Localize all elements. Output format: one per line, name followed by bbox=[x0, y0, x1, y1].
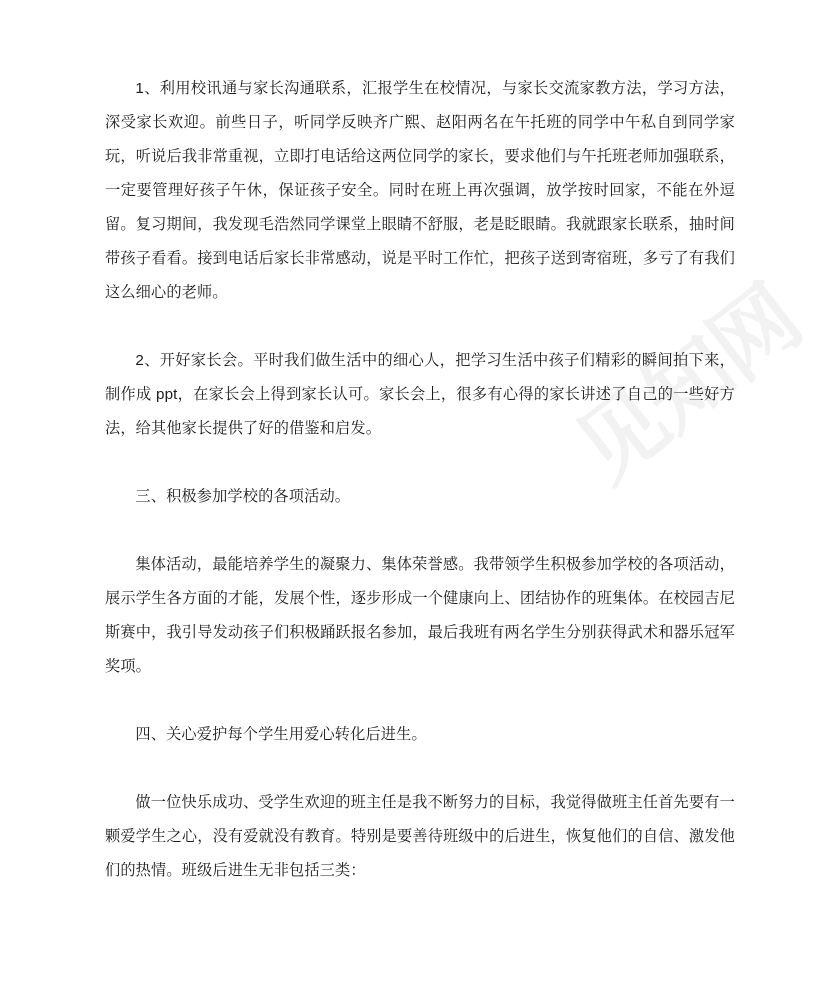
paragraph-spacer bbox=[105, 446, 735, 480]
paragraph-spacer bbox=[105, 514, 735, 548]
paragraph-item-2: 2、开好家长会。平时我们做生活中的细心人，把学习生活中孩子们精彩的瞬间拍下来，制作成 ppt，在家长会上得到家长认可。家长会上，很多有心得的家长讲述了自己的一些好方法，给其他家长提供了好的借鉴和启发。 bbox=[105, 352, 735, 437]
watermark-text: 见知网 bbox=[558, 267, 819, 502]
heading-section-four: 四、关心爱护每个学生用爱心转化后进生。 bbox=[135, 726, 427, 743]
paragraph-section-three-body: 集体活动，最能培养学生的凝聚力、集体荣誉感。我带领学生积极参加学校的各项活动，展示学生各方面的才能，发展个性，逐步形成一个健康向上、团结协作的班集体。在校园吉尼斯赛中，我引导发动孩子们积极踊跃报名参加，最后我班有两名学生分别获得武术和器乐冠军奖项。 bbox=[105, 556, 735, 675]
paragraph-spacer bbox=[105, 310, 735, 344]
paragraph-spacer bbox=[105, 684, 735, 718]
paragraph-section-four-body: 做一位快乐成功、受学生欢迎的班主任是我不断努力的目标，我觉得做班主任首先要有一颗爱学生之心，没有爱就没有教育。特别是要善待班级中的后进生，恢复他们的自信、激发他们的热情。班级后进生无非包括三类： bbox=[105, 794, 735, 879]
paragraph-item-1: 1、利用校讯通与家长沟通联系，汇报学生在校情况，与家长交流家教方法，学习方法，深受家长欢迎。前些日子，听同学反映齐广熙、赵阳两名在午托班的同学中午私自到同学家玩，听说后我非常重视，立即打电话给这两位同学的家长，要求他们与午托班老师加强联系，一定要管理好孩子午休，保证孩子安全。同时在班上再次强调，放学按时回家，不能在外逗留。复习期间，我发现毛浩然同学课堂上眼睛不舒服，老是眨眼睛。我就跟家长联系，抽时间带孩子看看。接到电话后家长非常感动，说是平时工作忙，把孩子送到寄宿班，多亏了有我们这么细心的老师。 bbox=[105, 80, 735, 301]
paragraph-spacer bbox=[105, 752, 735, 786]
heading-section-three: 三、积极参加学校的各项活动。 bbox=[135, 488, 351, 505]
